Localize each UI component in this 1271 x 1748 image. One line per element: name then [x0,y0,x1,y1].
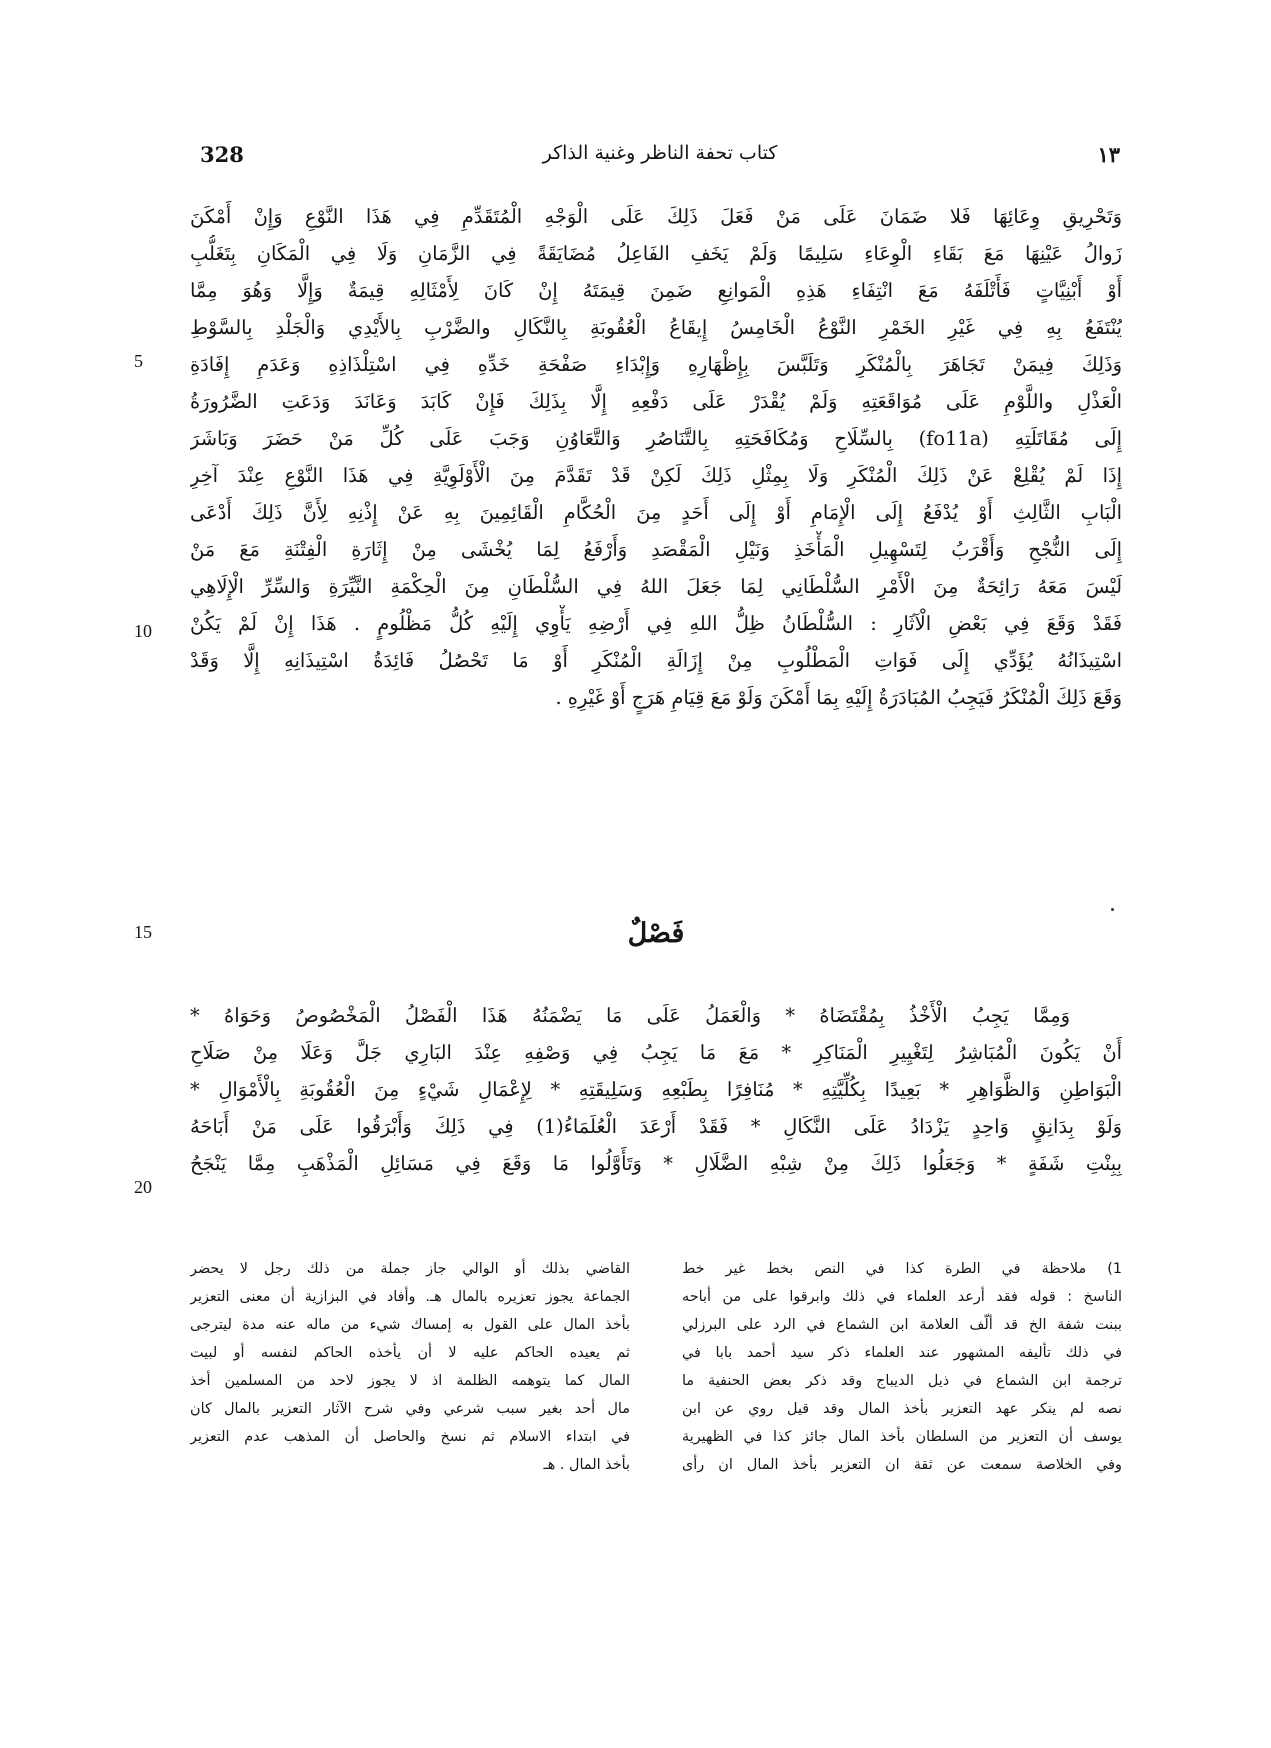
text-line: وَقَعَ ذَلِكَ الْمُنْكَرُ فَيَجِبُ المُبَادَرَةُ إِلَيْهِ بِمَا أَمْكَنَ وَلَوْ مَعَ قِيَامِ هَرَجٍ أَوْ غَيْرِهِ . [555,686,1122,709]
text-line: بِبِنْتِ شَفَةٍ * وَجَعَلُوا ذَلِكَ مِنْ شِبْهِ الضَّلَالِ * وَتَأَوَّلُوا مَا وَقَعَ فِي مَسَائِلِ الْمَذْهَبِ مِمَّا يَنْجَحُ [190,1152,1122,1175]
footnote-line: الناسخ : قوله فقد أرعد العلماء في ذلك وابرقوا على من أباحه [682,1289,1122,1305]
running-head [200,142,1120,182]
footnote-line: بأخذ المال . هـ [543,1457,630,1473]
text-line: وَتَحْرِيقِ وِعَائِهَا فَلا ضَمَانَ عَلَى مَنْ فَعَلَ ذَلِكَ عَلَى الْوَجْهِ الْمُتَقَدِّمِ فِي هَذَا النَّوْعِ وَإِنْ أَمْكَنَ [190,205,1122,228]
text-line: فَقَدْ وَقَعَ فِي بَعْضِ الْآثَارِ : السُّلْطَانُ ظِلُّ اللهِ فِي أَرْضِهِ يَأْوِي إِلَيْهِ كُلُّ مَظْلُومٍ . هَذَا إِنْ لَمْ يَكُنْ [190,612,1122,635]
line-number: 15 [134,922,152,942]
text-line: إِلَى النُّجْحِ وَأَقْرَبُ لِتَسْهِيلِ الْمَأْخَذِ وَنَيْلِ الْمَقْصَدِ وَأَرْفَعُ لِمَا يُخْشَى مِنْ إِثَارَةِ الْفِتْنَةِ مَعَ مَنْ [190,538,1122,561]
ink-speck [1111,908,1114,911]
footnote-line: القاضي بذلك أو الوالي جاز جملة من ذلك رجل لا يحضر [190,1261,630,1277]
section-text [190,997,1122,1182]
footnote-line: في ابتداء الاسلام ثم نسخ والحاصل أن المذهب عدم التعزير [190,1429,630,1445]
text-line: إِذَا لَمْ يُقْلِعْ عَنْ ذَلِكَ الْمُنْكَرِ وَلَا بِمِثْلِ ذَلِكَ لَكِنْ قَدْ تَقَدَّمَ مِنَ الْأَوْلَوِيَّةِ فِي هَذَا النَّوْعِ عِنْدَ آخِرِ [190,464,1122,487]
footnote-line: المال كما يتوهمه الظلمة اذ لا يجوز لاحد من المسلمين أخذ [190,1373,630,1389]
text-line: وَمِمَّا يَجِبُ الْأَخْذُ بِمُقْتَضَاهُ * وَالْعَمَلُ عَلَى مَا يَضْمَنُهُ هَذَا الْفَصْلُ الْمَخْصُوصُ وَحَوَاهُ * [190,1004,1070,1027]
section-heading: فَصْلٌ [627,918,685,949]
footnote-column-left [190,1255,630,1479]
text-line: الْعَذْلِ واللَّوْمِ عَلَى مُوَاقَعَتِهِ وَلَمْ يُقْدَرْ عَلَى دَفْعِهِ إِلَّا بِذَلِكَ فَإِنْ كَابَدَ وَعَانَدَ وَدَعَتِ الضَّرُورَةُ [190,390,1122,413]
footnote-line: بأخذ المال على القول به إمساك شيء من ماله عنه مدة ليترجى [190,1317,630,1333]
footnote-line: وفي الخلاصة سمعت عن ثقة ان التعزير بأخذ المال ان رأى [682,1457,1122,1473]
footnote-line: 1) ملاحظة في الطرة كذا في النص بخط غير خط [682,1261,1122,1277]
footnote-line: يوسف أن التعزير من السلطان بأخذ المال جائز كذا في الظهيرية [682,1429,1122,1445]
text-line: يُنْتَفَعُ بِهِ فِي غَيْرِ الخَمْرِ النَّوْعُ الْخَامِسُ إِيقَاعُ الْعُقُوبَةِ بِالنَّكَالِ والضَّرْبِ بِالأَيْدِي وَالْجَلْدِ بِالسَّوْطِ [190,316,1122,339]
main-text [190,198,1122,716]
page-number: 328 [200,142,244,167]
text-line: وَلَوْ بِدَانِقٍ وَاحِدٍ يَزْدَادُ عَلَى النَّكَالِ * فَقَدْ أَرْعَدَ الْعُلَمَاءُ(1) فِي ذَلِكَ وَأَبْرَقُوا عَلَى مَنْ أَبَاحَهُ [190,1115,1122,1138]
text-line: اسْتِيذَانُهُ يُؤَدِّي إِلَى فَوَاتِ الْمَطْلُوبِ مِنْ إِزَالَةِ الْمُنْكَرِ أَوْ مَا تَحْصُلُ فَائِدَةُ اسْتِيذَانِهِ إِلَّا وَقَدْ [190,649,1122,672]
page-number-arabic: ١٣ [1097,142,1120,167]
book-title: كتاب تحفة الناظر وغنية الذاكر [542,142,778,164]
footnote-line: ثم يعيده الحاكم عليه لا أن يأخذه الحاكم لنفسه أو لبيت [190,1345,630,1361]
line-number: 10 [134,621,152,641]
footnote-line: الجماعة يجوز تعزيره بالمال هـ. وأفاد في البزازية أن معنى التعزير [190,1289,630,1305]
footnote-line: في ذلك تأليفه المشهور عند العلماء ذكر سيد أحمد بابا في [682,1345,1122,1361]
footnote-line: ترجمة ابن الشماع في ذيل الديباج وقد ذكر بعض الحنفية ما [682,1373,1122,1389]
text-line: الْبَابِ الثَّالِثِ أَوْ يُدْفَعُ إِلَى الْإِمَامِ أَوْ إِلَى أَحَدٍ مِنَ الْحُكَّامِ الْقَائِمِينَ بِهِ عَنْ إِذْنِهِ لِأَنَّ ذَلِكَ أَدْعَى [190,501,1122,524]
text-line: وَذَلِكَ فِيمَنْ تَجَاهَرَ بِالْمُنْكَرِ وَتَلَبَّسَ بِإِظْهَارِهِ وَإِبْدَاءِ صَفْحَةِ خَدِّهِ فِي اسْتِلْذَاذِهِ وَعَدَمِ إِفَادَةِ [190,353,1122,376]
line-number: 5 [134,351,143,371]
line-number: 20 [134,1177,152,1197]
footnote-column-right [682,1255,1122,1479]
text-line: أَوْ أَبْنِيَّاتٍ فَأَتْلَفَهُ مَعَ انْتِفَاءِ هَذِهِ الْمَوانِعِ ضَمِنَ قِيمَتَهُ إِنْ كَانَ لِأَمْثَالِهِ قِيمَةٌ وَإِلَّا وَهُوَ مِمَّا [190,279,1122,302]
footnote-line: نصه لم ينكر عهد التعزير بأخذ المال وقد قيل روي عن ابن [682,1401,1122,1417]
text-line: الْبَوَاطِنِ وَالظَّوَاهِرِ * بَعِيدًا بِكُلِّيَّتِهِ * مُنَافِرًا بِطَبْعِهِ وَسَلِيقَتِهِ * لِإِعْمَالِ شَيْءٍ مِنَ الْعُقُوبَةِ بِالْأَمْوَالِ * [190,1078,1122,1101]
footnote-line: ببنت شفة الخ قد ألّف العلامة ابن الشماع في الرد على البرزلي [682,1317,1122,1333]
footnotes [190,1255,1122,1473]
text-line: أَنْ يَكُونَ الْمُبَاشِرُ لِتَغْيِيرِ الْمَنَاكِرِ * مَعَ مَا يَجِبُ فِي وَصْفِهِ عِنْدَ البَارِي جَلَّ وَعَلَا مِنْ صَلَاحِ [190,1041,1122,1064]
text-line: لَيْسَ مَعَهُ رَائِحَةٌ مِنَ الْأَمْرِ السُّلْطَانِي لِمَا جَعَلَ اللهُ فِي السُّلْطَانِ مِنَ الْحِكْمَةِ النَّيِّرَةِ وَالسِّرِّ الْإِلَاهِي [190,575,1122,598]
footnote-line: مال أحد بغير سبب شرعي وفي شرح الآثار التعزير بالمال كان [190,1401,630,1417]
text-line: زَوالُ عَيْنِهَا مَعَ بَقَاءِ الْوِعَاءِ سَلِيمًا وَلَمْ يَخَفِ الفَاعِلُ مُضَايَقَةً فِي الزَّمَانِ وَلَا فِي الْمَكَانِ بِتَغَلُّبِ [190,242,1122,265]
text-line: إِلَى مُقَاتَلَتِهِ (fo11a) بِالسِّلَاحِ وَمُكَافَحَتِهِ بِالتَّنَاصُرِ وَالتَّعَاوُنِ وَجَبَ عَلَى كُلِّ مَنْ حَضَرَ وَبَاشَرَ [190,427,1122,450]
